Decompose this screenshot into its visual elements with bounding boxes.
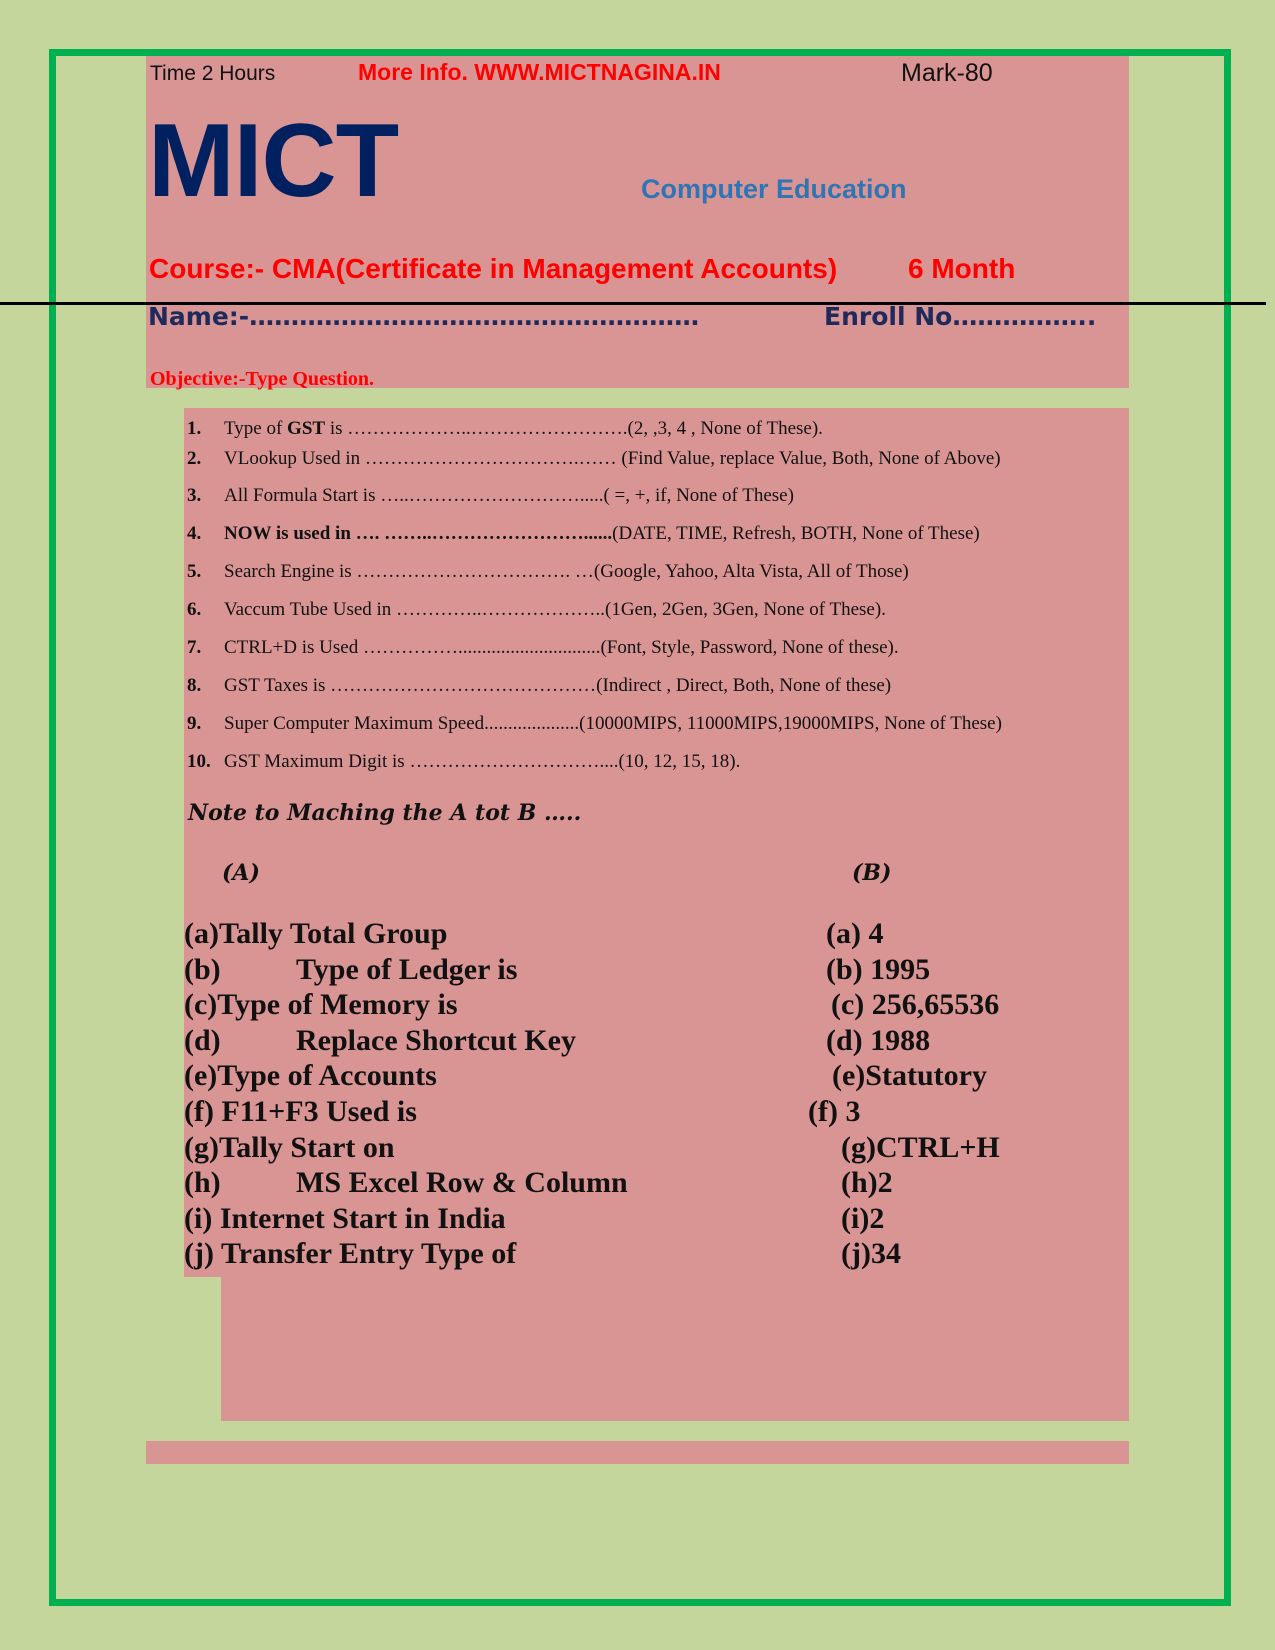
institute-logo: MICT xyxy=(148,103,399,219)
question-number: 7. xyxy=(187,637,202,658)
question-text: Super Computer Maximum Speed....................(10000MIPS, 11000MIPS,19000MIPS, None of These) xyxy=(224,713,1002,734)
match-text: Tally Total Group xyxy=(218,917,448,950)
match-text: Type of Memory is xyxy=(217,988,458,1022)
question-item xyxy=(187,675,891,697)
matching-instruction: Note to Maching the A tot B ….. xyxy=(188,800,582,826)
course-duration: 6 Month xyxy=(908,253,1016,284)
question-options: is ………………..…………………….(2, ,3, 4 , None of These). xyxy=(325,418,823,439)
match-text: MS Excel Row & Column xyxy=(296,1166,628,1200)
match-text: Type of Ledger is xyxy=(296,952,518,986)
question-item xyxy=(187,713,1002,735)
match-text: F11+F3 Used is xyxy=(213,1095,417,1128)
question-text: All Formula Start is …..……………………….....( =, +, if, None of These) xyxy=(224,485,794,506)
match-label: (g) xyxy=(184,1130,219,1164)
question-text: VLookup Used in …………………………….…… (Find Value, replace Value, Both, None of Above) xyxy=(224,448,1001,469)
match-item-a xyxy=(184,1165,628,1201)
match-label: (d) xyxy=(184,1023,221,1057)
course-title: Course:- CMA(Certificate in Management Accounts) xyxy=(149,253,838,284)
question-options: (DATE, TIME, Refresh, BOTH, None of These) xyxy=(612,523,980,544)
question-item xyxy=(187,637,899,659)
match-item-a xyxy=(184,1094,417,1130)
match-item-b: (f) 3 xyxy=(808,1095,861,1128)
match-label: (j) xyxy=(184,1237,214,1271)
question-number: 1. xyxy=(187,418,202,439)
question-item xyxy=(187,448,1001,470)
question-item xyxy=(187,599,886,621)
question-text: Type of xyxy=(224,418,288,439)
match-item-b: (b) 1995 xyxy=(826,952,931,986)
question-number: 9. xyxy=(187,713,202,734)
question-number: 4. xyxy=(187,523,202,544)
question-number: 5. xyxy=(187,561,202,582)
match-item-b: (g)CTRL+H xyxy=(841,1130,1000,1164)
match-item-a xyxy=(184,987,458,1023)
question-text: GST Taxes is ……………………………………(Indirect , Direct, Both, None of these) xyxy=(224,675,892,696)
question-item xyxy=(187,751,740,773)
website-link: More Info. WWW.MICTNAGINA.IN xyxy=(358,59,721,85)
answer-space-panel xyxy=(221,1277,1129,1421)
match-item-b: (c) 256,65536 xyxy=(831,988,1000,1022)
question-text: GST Maximum Digit is …………………………....(10, 12, 15, 18). xyxy=(224,751,741,772)
match-item-b: (a) 4 xyxy=(826,917,884,950)
match-label: (b) xyxy=(184,952,221,986)
question-number: 2. xyxy=(187,448,202,469)
question-number: 8. xyxy=(187,675,202,696)
question-text: Search Engine is ……………………………. …(Google, Yahoo, Alta Vista, All of Those) xyxy=(224,561,909,582)
question-item xyxy=(187,418,823,440)
max-marks: Mark-80 xyxy=(901,59,993,87)
question-number: 10. xyxy=(187,751,211,772)
match-label: (c) xyxy=(184,988,218,1022)
question-item xyxy=(187,523,980,545)
match-label: (h) xyxy=(184,1166,221,1200)
question-number: 6. xyxy=(187,599,202,620)
match-item-a xyxy=(184,1058,437,1094)
match-item-b: (d) 1988 xyxy=(826,1023,931,1057)
footer-strip xyxy=(146,1441,1129,1464)
question-text: CTRL+D is Used ……………..............................(Font, Style, Password, None of these). xyxy=(224,637,899,658)
match-label: (i) xyxy=(184,1201,213,1235)
enroll-no-field: Enroll No…………….. xyxy=(824,302,1097,331)
match-item-a xyxy=(184,1201,506,1237)
match-item-b: (i)2 xyxy=(841,1201,885,1235)
column-a-heading: (A) xyxy=(222,860,260,886)
match-text: Internet Start in India xyxy=(212,1201,506,1235)
match-item-a xyxy=(184,916,447,952)
section-title: Objective:-Type Question. xyxy=(150,368,375,390)
question-number: 3. xyxy=(187,485,202,506)
exam-time: Time 2 Hours xyxy=(150,62,276,85)
question-bold-text: GST xyxy=(287,418,326,439)
match-text: Replace Shortcut Key xyxy=(296,1023,576,1057)
match-text: Tally Start on xyxy=(218,1130,395,1164)
match-text: Transfer Entry Type of xyxy=(213,1237,517,1271)
question-bold-text: NOW is used in …. ……..……………………...... xyxy=(224,523,613,544)
match-text: Type of Accounts xyxy=(217,1059,437,1093)
match-item-a xyxy=(184,952,517,988)
column-b-heading: (B) xyxy=(852,860,892,886)
match-item-b: (j)34 xyxy=(841,1237,901,1271)
question-item xyxy=(187,485,794,507)
institute-tagline: Computer Education xyxy=(641,174,907,204)
match-label: (e) xyxy=(184,1059,218,1093)
match-item-a xyxy=(184,1023,576,1059)
name-field: Name:-……………………………………………… xyxy=(148,302,700,331)
match-item-a xyxy=(184,1236,516,1272)
match-item-b: (e)Statutory xyxy=(832,1059,987,1093)
match-label: (a) xyxy=(184,917,219,950)
question-text: Vaccum Tube Used in …………..………………..(1Gen, 2Gen, 3Gen, None of These). xyxy=(224,599,886,620)
match-label: (f) xyxy=(184,1095,214,1128)
match-item-a xyxy=(184,1130,395,1166)
question-item xyxy=(187,561,909,583)
match-item-b: (h)2 xyxy=(841,1166,893,1200)
